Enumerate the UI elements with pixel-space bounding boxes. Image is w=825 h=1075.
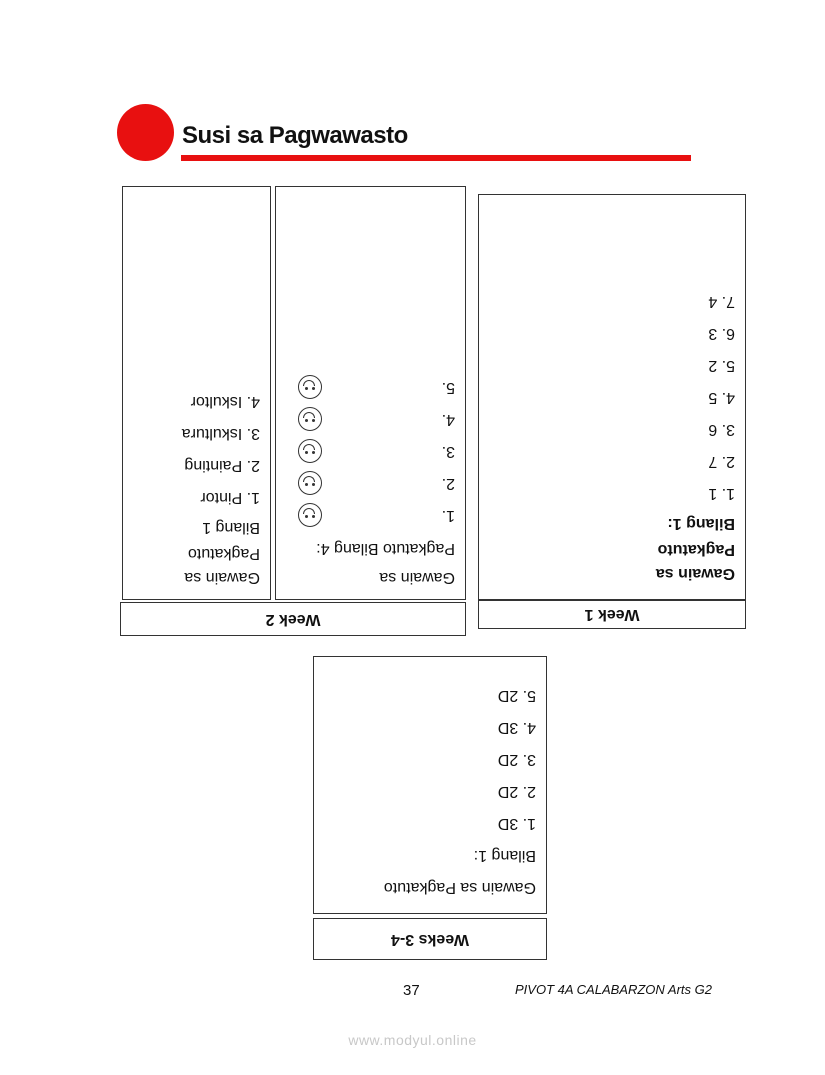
week2-right-answer-5: 5.	[441, 379, 455, 396]
weeks34-label-text: Weeks 3-4	[391, 931, 469, 948]
smiley-face-icon	[298, 503, 322, 527]
week1-heading-3: Bilang 1:	[667, 515, 735, 532]
week2-right-answer-2: 2.	[441, 475, 455, 492]
week2-label-text: Week 2	[265, 611, 321, 628]
header-underline	[181, 155, 691, 161]
weeks34-label	[313, 918, 547, 960]
week2-right-heading-2: Pagkatuto Bilang 4:	[316, 540, 455, 557]
page-title: Susi sa Pagwawasto	[182, 122, 408, 149]
week1-answer-3: 3. 6	[708, 421, 735, 438]
week2-left-box	[122, 186, 271, 600]
smiley-face-icon	[298, 471, 322, 495]
week2-right-box	[275, 186, 466, 600]
week2-right-item-4	[276, 403, 455, 435]
week2-label	[120, 602, 466, 636]
header-red-dot	[117, 104, 174, 161]
week1-label-text: Week 1	[584, 606, 640, 624]
weeks34-answer-2: 2. 2D	[497, 783, 536, 800]
week1-heading-2: Pagkatuto	[657, 541, 735, 558]
weeks34-answer-4: 4. 3D	[497, 719, 536, 736]
week2-right-item-5	[276, 371, 455, 403]
weeks34-answer-1: 1. 3D	[497, 815, 536, 832]
week2-right-item-2	[276, 467, 455, 499]
week2-left-heading-3: Bilang 1	[202, 519, 260, 536]
week1-label	[478, 600, 746, 629]
week1-answer-2: 2. 7	[708, 453, 735, 470]
week1-answer-5: 5. 2	[708, 357, 735, 374]
week1-answer-6: 6. 3	[708, 325, 735, 342]
week2-right-answer-1: 1.	[441, 507, 455, 524]
week1-answer-1: 1. 1	[708, 485, 735, 502]
week1-answer-7: 7. 4	[708, 293, 735, 310]
week2-left-answer-4: 4. Iskultor	[190, 393, 260, 410]
week2-left-answer-3: 3. Iskultura	[181, 425, 260, 442]
weeks34-heading-2: Bilang 1:	[473, 847, 536, 864]
week2-right-answer-3: 3.	[441, 443, 455, 460]
weeks34-heading-1: Gawain sa Pagkatuto	[383, 879, 536, 896]
smiley-face-icon	[298, 375, 322, 399]
week1-heading-1: Gawain sa	[655, 565, 735, 582]
weeks34-answer-3: 3. 2D	[497, 751, 536, 768]
week1-content-box	[478, 194, 746, 600]
weeks34-answer-5: 5. 2D	[497, 687, 536, 704]
week2-right-answer-4: 4.	[441, 411, 455, 428]
week2-left-heading-1: Gawain sa	[184, 569, 260, 586]
smiley-face-icon	[298, 439, 322, 463]
page-number: 37	[403, 982, 420, 999]
publication-footer: PIVOT 4A CALABARZON Arts G2	[515, 982, 712, 997]
week1-answer-4: 4. 5	[708, 389, 735, 406]
week2-right-item-3	[276, 435, 455, 467]
week2-left-answer-1: 1. Pintor	[200, 489, 260, 506]
week2-left-answer-2: 2. Painting	[184, 457, 260, 474]
watermark: www.modyul.online	[348, 1032, 477, 1048]
week2-right-item-1	[276, 499, 455, 531]
weeks34-content-box	[313, 656, 547, 914]
smiley-face-icon	[298, 407, 322, 431]
week2-left-heading-2: Pagkatuto	[187, 545, 260, 562]
week2-right-heading-1: Gawain sa	[379, 569, 455, 586]
